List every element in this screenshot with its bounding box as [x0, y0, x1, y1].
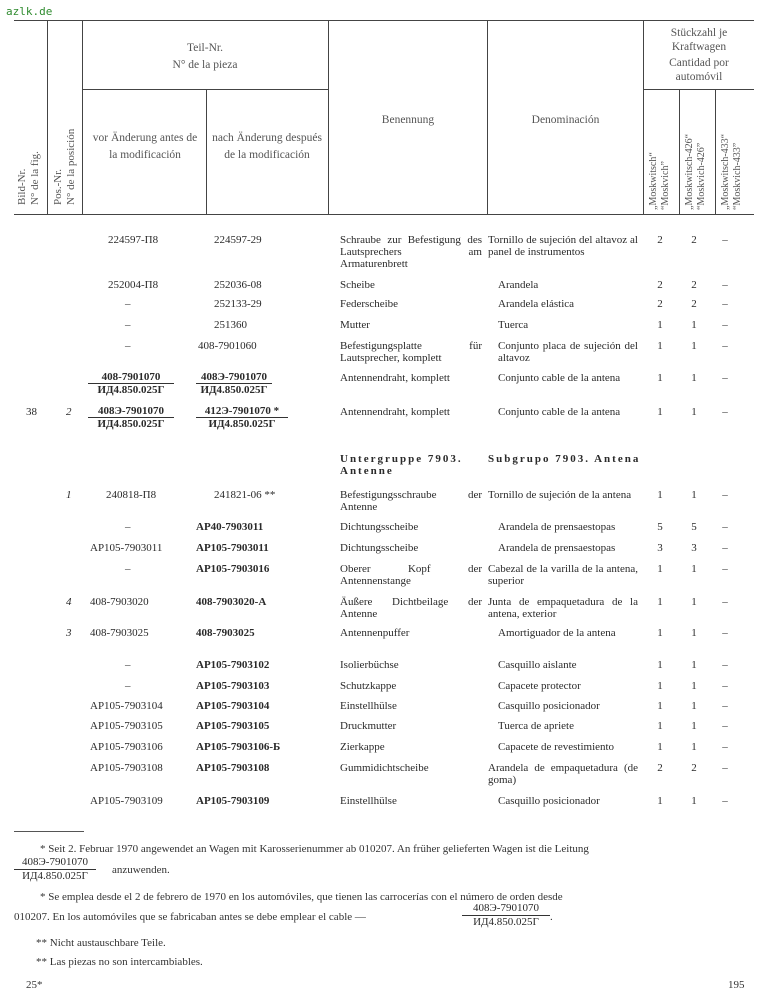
benennung-text: Federscheibe — [340, 298, 399, 310]
footnote-de-fraction: 408Э-7901070 ИД4.850.025Г — [14, 856, 96, 883]
header-nach: nach Änderung después de la modificación — [212, 132, 322, 161]
position-number: 3 — [66, 627, 72, 639]
denominacion-text: Arandela de prensaestopas — [498, 521, 616, 533]
qty-moskvich-426: 5 — [691, 521, 697, 533]
denominacion-text: Tuerca de apriete — [498, 720, 574, 732]
nach-part-number: АР105-7903104 — [196, 700, 270, 712]
benennung-text: Antennenpuffer — [340, 627, 410, 639]
teilnr-divider — [82, 89, 328, 90]
benennung-text: Mutter — [340, 319, 370, 331]
figure-number: 38 — [26, 406, 37, 418]
subgroup-heading-de: Untergruppe 7903. Antenne — [340, 453, 463, 477]
benennung-text: Befestigungsschraube der Antenne — [340, 489, 482, 513]
benennung-text: Schraube zur Befestigung des Lautsprechers am Armaturenbrett — [340, 234, 482, 270]
qty-divider — [643, 89, 754, 90]
footnote-de-end: anzuwenden. — [112, 864, 170, 876]
benennung-text: Dichtungsscheibe — [340, 521, 419, 533]
benennung-text: Scheibe — [340, 279, 375, 291]
vor-part-number: АР105-7903011 — [90, 542, 163, 554]
benennung-text: Isolierbüchse — [340, 659, 399, 671]
qty-moskvich-433: – — [722, 680, 728, 692]
qty-moskvich: 5 — [657, 521, 663, 533]
qty-moskvich-433: – — [722, 741, 728, 753]
benennung-text: Einstellhülse — [340, 795, 397, 807]
footnote-rule — [14, 831, 84, 832]
denominacion-text: Amortiguador de la antena — [498, 627, 616, 639]
qty-moskvich-433: – — [722, 279, 728, 291]
denominacion-text: Tornillo de sujeción de la antena — [488, 489, 632, 501]
nach-part-number: 408-7903025 — [196, 627, 255, 639]
qty-moskvich-426: 1 — [691, 795, 697, 807]
qty-moskvich: 1 — [657, 795, 663, 807]
benennung-text: Oberer Kopf der Antennenstange — [340, 563, 482, 587]
qty-moskvich-433: – — [722, 340, 728, 352]
qty-moskvich-426: 2 — [691, 298, 697, 310]
qty-moskvich-426: 1 — [691, 627, 697, 639]
qty-moskvich-433: – — [722, 762, 728, 774]
footnote-de: * Seit 2. Februar 1970 angewendet an Wagen mit Karosserienummer ab 010207. An früher gelieferten Wagen ist die Leitung — [40, 843, 589, 855]
qty-moskvich-426: 1 — [691, 372, 697, 384]
nach-part-number: АР105-7903109 — [196, 795, 270, 807]
col-divider-7 — [679, 89, 680, 215]
qty-moskvich-426: 3 — [691, 542, 697, 554]
col-divider-8 — [715, 89, 716, 215]
benennung-text: Antennendraht, komplett — [340, 372, 450, 384]
vor-part-number: АР105-7903108 — [90, 762, 163, 774]
denominacion-text: Arandela — [498, 279, 539, 291]
vor-part-number: АР105-7903104 — [90, 700, 163, 712]
qty-moskvich-426: 1 — [691, 700, 697, 712]
nach-part-number: АР105-7903102 — [196, 659, 270, 671]
position-number: 1 — [66, 489, 72, 501]
header-pos-nr: Pos.-Nr. N° de la posición — [52, 128, 77, 205]
header-stueckzahl: Stückzahl je Kraftwagen Cantidad por automóvil — [669, 27, 729, 83]
qty-moskvich-426: 1 — [691, 680, 697, 692]
denominacion-text: Cabezal de la varilla de la antena, superior — [488, 563, 638, 587]
vor-part-number: 408-7903020 — [90, 596, 149, 608]
vor-part-fraction: 408Э-7901070 ИД4.850.025Г — [88, 405, 174, 430]
nach-part-number: АР105-7903103 — [196, 680, 270, 692]
vor-part-number: 252004-П8 — [108, 279, 159, 291]
header-moskvich-426: „Moskwitsch-426“ “Moskvich-426” — [684, 133, 707, 210]
qty-moskvich-433: – — [722, 563, 728, 575]
qty-moskvich-433: – — [722, 319, 728, 331]
denominacion-text: Tornillo de sujeción del altavoz al panel de instrumentos — [488, 234, 638, 258]
vor-part-number: – — [125, 298, 131, 310]
benennung-text: Dichtungsscheibe — [340, 542, 419, 554]
qty-moskvich-433: – — [722, 596, 728, 608]
qty-moskvich-433: – — [722, 372, 728, 384]
denominacion-text: Casquillo posicionador — [498, 700, 600, 712]
denominacion-text: Capacete de revestimiento — [498, 741, 615, 753]
position-number: 4 — [66, 596, 72, 608]
position-number: 2 — [66, 406, 72, 418]
benennung-text: Zierkappe — [340, 741, 385, 753]
qty-moskvich: 1 — [657, 372, 663, 384]
denominacion-text: Arandela de prensaestopas — [498, 542, 616, 554]
col-divider-2 — [82, 20, 83, 215]
qty-moskvich: 1 — [657, 489, 663, 501]
denominacion-text: Conjunto cable de la antena — [498, 406, 621, 418]
qty-moskvich-426: 1 — [691, 659, 697, 671]
nach-part-number: АР40-7903011 — [196, 521, 264, 533]
nach-part-number: АР105-7903011 — [196, 542, 269, 554]
qty-moskvich-426: 1 — [691, 720, 697, 732]
footnote-es-fraction: 408Э-7901070 ИД4.850.025Г — [462, 902, 550, 929]
header-moskvich-433: „Moskwitsch-433“ “Moskvich-433” — [720, 133, 743, 210]
qty-moskvich: 2 — [657, 279, 663, 291]
col-divider-6 — [643, 20, 644, 215]
qty-moskvich-426: 2 — [691, 279, 697, 291]
col-divider-4 — [328, 20, 329, 215]
benennung-text: Antennendraht, komplett — [340, 406, 450, 418]
qty-moskvich: 1 — [657, 563, 663, 575]
qty-moskvich: 1 — [657, 406, 663, 418]
qty-moskvich: 3 — [657, 542, 663, 554]
qty-moskvich: 1 — [657, 627, 663, 639]
qty-moskvich-433: – — [722, 795, 728, 807]
qty-moskvich-426: 1 — [691, 319, 697, 331]
vor-part-number: 224597-П8 — [108, 234, 159, 246]
qty-moskvich: 1 — [657, 700, 663, 712]
vor-part-number: – — [125, 521, 131, 533]
vor-part-number: АР105-7903106 — [90, 741, 163, 753]
qty-moskvich: 1 — [657, 720, 663, 732]
vor-part-number: – — [125, 319, 131, 331]
denominacion-text: Conjunto cable de la antena — [498, 372, 621, 384]
benennung-text: Befestigungsplatte für Lautsprecher, komplett — [340, 340, 482, 364]
vor-part-number: – — [125, 563, 131, 575]
qty-moskvich-426: 1 — [691, 596, 697, 608]
header-teil-nr: Teil-Nr. N° de la pieza — [172, 42, 238, 71]
nach-part-number: 241821-06 ** — [214, 489, 276, 501]
nach-part-number: 408-7903020-А — [196, 596, 267, 608]
qty-moskvich-433: – — [722, 521, 728, 533]
nach-part-number: 252036-08 — [214, 279, 262, 291]
benennung-text: Gummidichtscheibe — [340, 762, 429, 774]
footnote-es-line2: 010207. En los automóviles que se fabricaban antes se debe emplear el cable — — [14, 911, 366, 923]
qty-moskvich: 2 — [657, 298, 663, 310]
qty-moskvich: 1 — [657, 680, 663, 692]
vor-part-number: – — [125, 680, 131, 692]
nach-part-fraction: 408Э-7901070 ИД4.850.025Г — [196, 371, 272, 396]
nach-part-number: АР105-7903106-Б — [196, 741, 281, 753]
benennung-text: Einstellhülse — [340, 700, 397, 712]
denominacion-text: Arandela de empaquetadura (de goma) — [488, 762, 638, 786]
vor-part-number: АР105-7903109 — [90, 795, 163, 807]
col-divider-1 — [47, 20, 48, 215]
qty-moskvich-433: – — [722, 542, 728, 554]
nach-part-number: АР105-7903105 — [196, 720, 270, 732]
qty-moskvich-426: 2 — [691, 762, 697, 774]
vor-part-number: 240818-П8 — [106, 489, 157, 501]
denominacion-text: Casquillo posicionador — [498, 795, 600, 807]
page-signature: 25* — [26, 979, 43, 991]
footnote-nd-es: ** Las piezas no son intercambiables. — [36, 956, 203, 968]
col-divider-5 — [487, 20, 488, 215]
qty-moskvich-426: 1 — [691, 563, 697, 575]
header-bild-nr: Bild-Nr. N° de la fig. — [16, 151, 41, 205]
subgroup-heading-es: Subgrupo 7903. Antena — [488, 453, 641, 465]
denominacion-text: Capacete protector — [498, 680, 581, 692]
qty-moskvich: 1 — [657, 659, 663, 671]
qty-moskvich-433: – — [722, 659, 728, 671]
denominacion-text: Arandela elástica — [498, 298, 575, 310]
header-vor: vor Änderung antes de la modificación — [92, 132, 198, 161]
qty-moskvich-433: – — [722, 298, 728, 310]
qty-moskvich: 1 — [657, 340, 663, 352]
denominacion-text: Casquillo aislante — [498, 659, 577, 671]
qty-moskvich: 1 — [657, 741, 663, 753]
qty-moskvich: 2 — [657, 762, 663, 774]
qty-moskvich: 2 — [657, 234, 663, 246]
qty-moskvich-433: – — [722, 234, 728, 246]
vor-part-number: – — [125, 659, 131, 671]
qty-moskvich-433: – — [722, 627, 728, 639]
header-denominacion: Denominación — [531, 114, 600, 126]
vor-part-number: – — [125, 340, 131, 352]
nach-part-number: АР105-7903108 — [196, 762, 270, 774]
qty-moskvich-426: 1 — [691, 489, 697, 501]
qty-moskvich-433: – — [722, 489, 728, 501]
vor-part-number: АР105-7903105 — [90, 720, 163, 732]
nach-part-number: 408-7901060 — [198, 340, 257, 352]
nach-part-number: 252133-29 — [214, 298, 262, 310]
footnote-es: * Se emplea desde el 2 de febrero de 1970 en los automóviles, que tienen las carrocerías con el número de orden desde — [40, 891, 563, 903]
qty-moskvich-426: 1 — [691, 340, 697, 352]
denominacion-text: Junta de empaquetadura de la antena, exterior — [488, 596, 638, 620]
qty-moskvich: 1 — [657, 596, 663, 608]
header-moskvich: „Moskwitsch“ “Moskvich” — [648, 152, 671, 210]
col-divider-3 — [206, 89, 207, 215]
benennung-text: Äußere Dichtbeilage der Antenne — [340, 596, 482, 620]
vor-part-number: 408-7903025 — [90, 627, 149, 639]
qty-moskvich-426: 2 — [691, 234, 697, 246]
denominacion-text: Conjunto placa de sujeción del altavoz — [498, 340, 638, 364]
header-benennung: Benennung — [381, 114, 435, 126]
denominacion-text: Tuerca — [498, 319, 529, 331]
benennung-text: Schutzkappe — [340, 680, 397, 692]
nach-part-number: 224597-29 — [214, 234, 262, 246]
footnote-es-end: . — [550, 911, 553, 923]
qty-moskvich-433: – — [722, 720, 728, 732]
qty-moskvich-426: 1 — [691, 741, 697, 753]
page-number: 195 — [728, 979, 745, 991]
qty-moskvich-433: – — [722, 406, 728, 418]
vor-part-fraction: 408-7901070 ИД4.850.025Г — [88, 371, 174, 396]
nach-part-fraction: 412Э-7901070 * ИД4.850.025Г — [196, 405, 288, 430]
qty-moskvich-433: – — [722, 700, 728, 712]
benennung-text: Druckmutter — [340, 720, 397, 732]
nach-part-number: АР105-7903016 — [196, 563, 270, 575]
qty-moskvich: 1 — [657, 319, 663, 331]
footnote-nd-de: ** Nicht austauschbare Teile. — [36, 937, 166, 949]
nach-part-number: 251360 — [214, 319, 247, 331]
watermark-text: azlk.de — [6, 5, 53, 18]
qty-moskvich-426: 1 — [691, 406, 697, 418]
